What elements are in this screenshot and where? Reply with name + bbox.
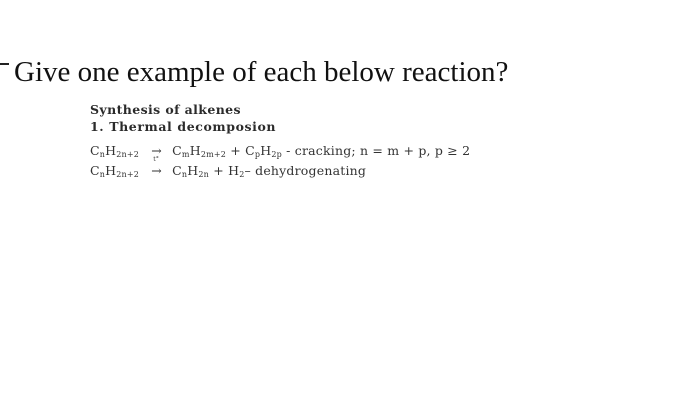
- question-heading: Give one example of each below reaction?: [14, 56, 509, 88]
- catalyst-mark: t°: [153, 156, 160, 163]
- reaction-note: - cracking; n = m + p, p ≥ 2: [286, 143, 471, 158]
- bullet-mark: [0, 63, 9, 65]
- reaction-cracking: [90, 142, 470, 160]
- reaction-arrow: t° →: [151, 156, 162, 178]
- product-formula-1: $C_mH_{2m+2}$: [172, 143, 227, 159]
- plus-sign: +: [230, 143, 241, 158]
- reaction-arrow: →: [151, 143, 162, 158]
- product-formula-2: $C_pH_{2p}$: [245, 143, 282, 159]
- section-title: Synthesis of alkenes: [90, 102, 241, 117]
- product-formula-1: $C_nH_{2n}$: [172, 163, 210, 179]
- reaction-note: – dehydrogenating: [244, 163, 367, 178]
- product-formula-2: $H_2$: [228, 163, 245, 179]
- reactant-formula: $C_nH_{2n+2}$: [90, 143, 140, 159]
- reaction-dehydrogenating: [90, 156, 367, 180]
- plus-sign: +: [213, 163, 224, 178]
- reactant-formula: $C_nH_{2n+2}$: [90, 163, 140, 179]
- subsection-title: 1. Thermal decomposion: [90, 119, 277, 134]
